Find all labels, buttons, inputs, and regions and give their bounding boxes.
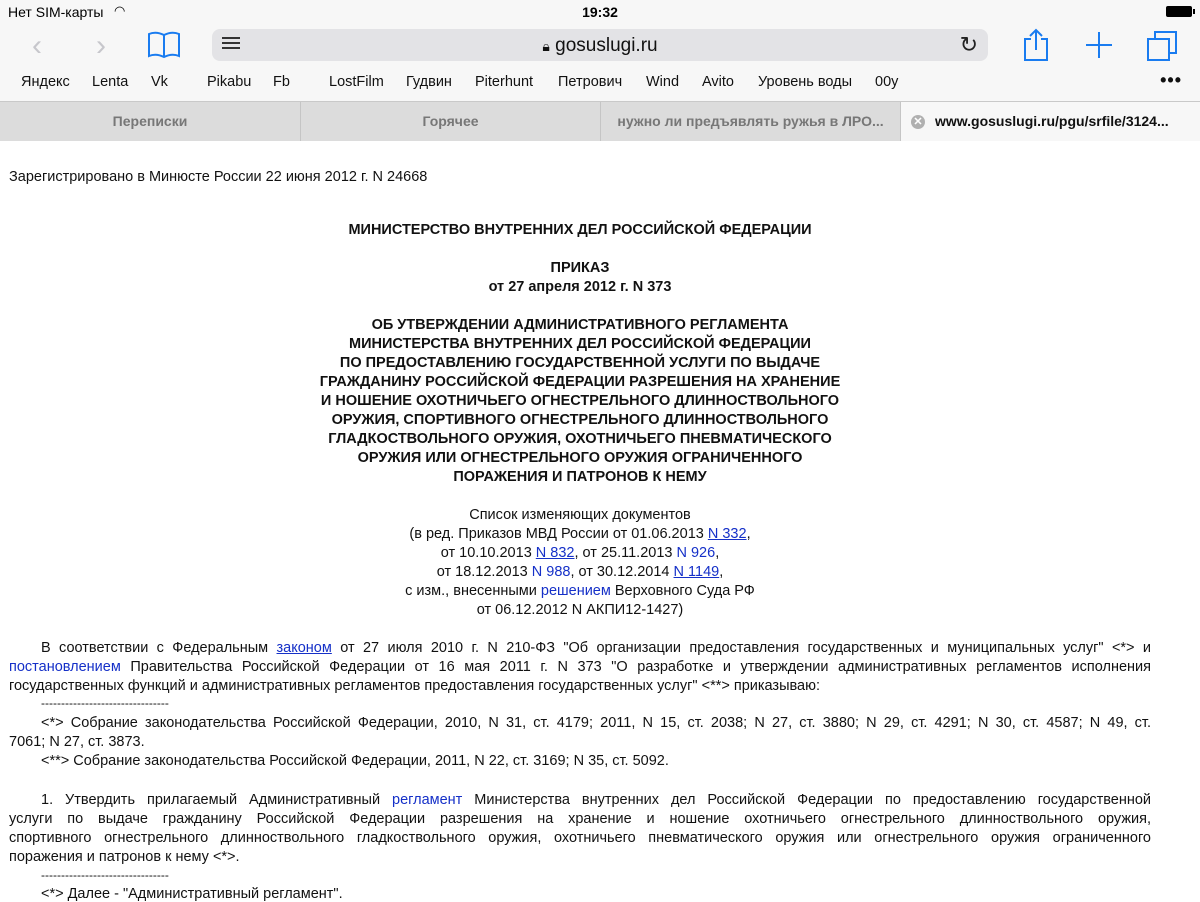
title-line: И НОШЕНИЕ ОХОТНИЧЬЕГО ОГНЕСТРЕЛЬНОГО ДЛИННОСТВОЛЬНОГО bbox=[320, 393, 840, 409]
registration-note: Зарегистрировано в Минюсте России 22 июня 2012 г. N 24668 bbox=[9, 169, 428, 185]
paragraph-line: услуги по выдаче гражданину Российской Федерации разрешения на хранение и ношение охотничьего огнестрельного длинноствольного оружия, bbox=[9, 811, 1151, 827]
bookmark-item[interactable]: LostFilm bbox=[329, 74, 384, 90]
text: , от 25.11.2013 bbox=[574, 545, 677, 561]
footnote-line: 7061; N 27, ст. 3873. bbox=[9, 734, 145, 750]
tab-lro[interactable] bbox=[601, 102, 901, 141]
text: Верховного Суда РФ bbox=[610, 583, 755, 599]
title-line: ГЛАДКОСТВОЛЬНОГО ОРУЖИЯ, ОХОТНИЧЬЕГО ПНЕВМАТИЧЕСКОГО bbox=[328, 431, 832, 447]
bookmark-item[interactable]: 00у bbox=[875, 74, 899, 90]
bookmark-item[interactable]: Vk bbox=[151, 74, 168, 90]
battery-icon bbox=[1166, 6, 1192, 17]
bookmark-item[interactable]: Петрович bbox=[558, 74, 623, 90]
link-reglament[interactable]: регламент bbox=[392, 792, 463, 808]
changes-line bbox=[0, 545, 1160, 561]
status-bar bbox=[0, 0, 1200, 24]
changes-line bbox=[0, 526, 1160, 542]
title-line: ПОРАЖЕНИЯ И ПАТРОНОВ К НЕМУ bbox=[453, 469, 707, 485]
order-heading: ПРИКАЗ bbox=[550, 260, 610, 276]
title-line: ПО ПРЕДОСТАВЛЕНИЮ ГОСУДАРСТВЕННОЙ УСЛУГИ ПО ВЫДАЧЕ bbox=[339, 355, 821, 371]
text: 1. Утвердить прилагаемый Административный bbox=[41, 792, 393, 808]
url-text[interactable] bbox=[212, 35, 988, 57]
bookmark-item[interactable]: Lenta bbox=[92, 74, 129, 90]
paragraph-line bbox=[9, 659, 1151, 675]
more-bookmarks-icon[interactable]: ••• bbox=[1160, 70, 1182, 90]
clock: 19:32 bbox=[582, 4, 618, 20]
text: , bbox=[746, 526, 751, 542]
title-line: ОБ УТВЕРЖДЕНИИ АДМИНИСТРАТИВНОГО РЕГЛАМЕНТА bbox=[371, 317, 789, 333]
link-n1149[interactable]: N 1149 bbox=[673, 564, 720, 580]
text: , bbox=[715, 545, 720, 561]
title-line: ГРАЖДАНИНУ РОССИЙСКОЙ ФЕДЕРАЦИИ РАЗРЕШЕНИЯ НА ХРАНЕНИЕ bbox=[319, 374, 841, 390]
favorites-bar bbox=[0, 72, 1200, 94]
title-line: ОРУЖИЯ ИЛИ ОГНЕСТРЕЛЬНОГО ОРУЖИЯ ОГРАНИЧЕННОГО bbox=[357, 450, 803, 466]
back-button[interactable]: ‹ bbox=[32, 29, 42, 62]
text: , bbox=[719, 564, 724, 580]
paragraph-line: государственных функций и административных регламентов предоставления государственных услуг" <**> приказываю: bbox=[9, 678, 821, 694]
text: В соответствии с Федеральным bbox=[41, 640, 277, 656]
reload-icon[interactable]: ↻ bbox=[959, 32, 978, 57]
separator: -------------------------------- bbox=[41, 868, 169, 882]
bookmark-item[interactable]: Piterhunt bbox=[475, 74, 534, 90]
document-content bbox=[0, 141, 1200, 900]
new-tab-icon[interactable] bbox=[1084, 30, 1114, 65]
text: (в ред. Приказов МВД России от 01.06.2013 bbox=[409, 526, 708, 542]
toolbar bbox=[0, 24, 1200, 68]
link-zakon[interactable]: законом bbox=[276, 640, 332, 656]
lock-icon: 🔒︎ bbox=[542, 38, 550, 54]
url-label: gosuslugi.ru bbox=[555, 35, 658, 56]
text: с изм., внесенными bbox=[405, 583, 541, 599]
tabs-overview-icon[interactable] bbox=[1146, 30, 1178, 67]
tab-bar bbox=[0, 101, 1200, 142]
paragraph-line: спортивного огнестрельного длинноствольного гладкоствольного оружия, охотничьего пневматического оружия или огнестрельного оружия ограниченного bbox=[9, 830, 1151, 846]
separator: -------------------------------- bbox=[41, 696, 169, 710]
address-bar[interactable] bbox=[212, 29, 988, 61]
bookmark-item[interactable]: Avito bbox=[702, 74, 734, 90]
title-line: МИНИСТЕРСТВА ВНУТРЕННИХ ДЕЛ РОССИЙСКОЙ ФЕДЕРАЦИИ bbox=[349, 336, 811, 352]
paragraph-line bbox=[9, 640, 1151, 656]
tab-label: нужно ли предъявлять ружья в ЛРО... bbox=[617, 113, 884, 129]
bookmark-item[interactable]: Wind bbox=[646, 74, 680, 90]
bookmark-item[interactable]: Яндекс bbox=[21, 74, 70, 90]
browser-chrome bbox=[0, 0, 1200, 140]
footnote-line: <**> Собрание законодательства Российской Федерации, 2011, N 22, ст. 3169; N 35, ст. 5092. bbox=[41, 753, 669, 769]
tab-label: www.gosuslugi.ru/pgu/srfile/3124... bbox=[935, 113, 1169, 129]
tab-label: Горячее bbox=[422, 113, 479, 129]
changes-line: от 06.12.2012 N АКПИ12-1427) bbox=[476, 602, 684, 618]
tab-goryachee[interactable] bbox=[301, 102, 601, 141]
footnote-line: <*> Далее - "Административный регламент". bbox=[41, 886, 343, 902]
text: , от 30.12.2014 bbox=[570, 564, 674, 580]
bookmark-item[interactable]: Fb bbox=[273, 74, 290, 90]
link-n988[interactable]: N 988 bbox=[531, 564, 571, 580]
link-reshenie[interactable]: решением bbox=[540, 583, 611, 599]
bookmark-item[interactable]: Уровень воды bbox=[758, 74, 853, 90]
changes-line bbox=[0, 564, 1160, 580]
wifi-icon: ◠ bbox=[114, 3, 126, 18]
link-postanovlenie[interactable]: постановлением bbox=[9, 659, 121, 675]
share-icon[interactable] bbox=[1022, 28, 1050, 67]
changes-line bbox=[0, 583, 1160, 599]
footnote-line: <*> Собрание законодательства Российской Федерации, 2010, N 31, ст. 4179; 2011, N 15, ст. 2038; N 27, ст. 3880; N 29, ст. 4291; N 30, ст. 4587; N 49, ст. bbox=[41, 715, 1151, 731]
text: от 18.12.2013 bbox=[436, 564, 532, 580]
bookmark-item[interactable]: Гудвин bbox=[406, 74, 452, 90]
changes-heading: Список изменяющих документов bbox=[469, 507, 691, 523]
tab-label: Переписки bbox=[112, 113, 188, 129]
order-date: от 27 апреля 2012 г. N 373 bbox=[488, 279, 672, 295]
text: Правительства Российской Федерации от 16 мая 2011 г. N 373 "О разработке и утверждении административных регламентов исполнения bbox=[120, 659, 1151, 675]
link-n832[interactable]: N 832 bbox=[535, 545, 575, 561]
forward-button[interactable]: › bbox=[96, 29, 106, 62]
text: от 10.10.2013 bbox=[440, 545, 536, 561]
bookmark-item[interactable]: Pikabu bbox=[207, 74, 252, 90]
tab-gosuslugi-active[interactable] bbox=[901, 102, 1200, 141]
ministry-heading: МИНИСТЕРСТВО ВНУТРЕННИХ ДЕЛ РОССИЙСКОЙ ФЕДЕРАЦИИ bbox=[348, 222, 812, 238]
paragraph-line bbox=[9, 792, 1151, 808]
close-tab-icon[interactable]: ✕ bbox=[911, 115, 925, 129]
link-n926[interactable]: N 926 bbox=[676, 545, 716, 561]
tab-perepiski[interactable] bbox=[0, 102, 301, 141]
bookmarks-icon[interactable] bbox=[146, 30, 182, 65]
paragraph-line: поражения и патронов к нему <*>. bbox=[9, 849, 240, 865]
link-n332[interactable]: N 332 bbox=[707, 526, 747, 542]
title-line: ОРУЖИЯ, СПОРТИВНОГО ОГНЕСТРЕЛЬНОГО ДЛИННОСТВОЛЬНОГО bbox=[331, 412, 829, 428]
text: Министерства внутренних дел Российской Федерации по предоставлению государственной bbox=[462, 792, 1152, 808]
carrier-label: Нет SIM-карты bbox=[8, 4, 104, 20]
text: от 27 июля 2010 г. N 210-ФЗ "Об организации предоставления государственных и муниципальных услуг" <*> и bbox=[331, 640, 1151, 656]
